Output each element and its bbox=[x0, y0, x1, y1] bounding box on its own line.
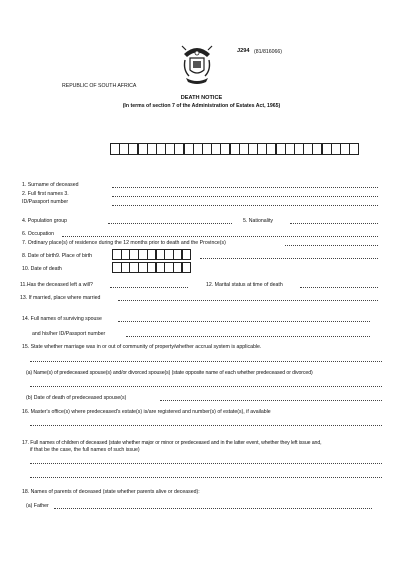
spouse-id-label: and his/her ID/Passport number bbox=[32, 331, 106, 337]
id-passport-field[interactable] bbox=[112, 205, 378, 206]
marriage-community-field[interactable] bbox=[30, 361, 382, 362]
form-reference: (81/816066) bbox=[254, 49, 282, 55]
occupation-label: 6. Occupation bbox=[22, 231, 55, 237]
spouse-id-field[interactable] bbox=[126, 336, 370, 337]
children-field-2[interactable] bbox=[30, 477, 382, 478]
first-names-field[interactable] bbox=[112, 196, 378, 197]
predeceased-spouse-label: (a) Name(s) of predeceased spouse(s) and/or divorced spouse(s) (state opposite name of each whether predeceased or divorced) bbox=[26, 370, 313, 376]
place-married-label: 13. If married, place where married bbox=[20, 295, 101, 301]
surname-label: 1. Surname of deceased bbox=[22, 182, 79, 188]
children-label-cont: if that be the case, the full names of such issue) bbox=[30, 447, 140, 453]
predeceased-spouse-field[interactable] bbox=[30, 386, 382, 387]
children-field-1[interactable] bbox=[30, 463, 382, 464]
form-code: J294 bbox=[237, 48, 250, 54]
marital-status-label: 12. Marital status at time of death bbox=[206, 282, 283, 288]
father-label: (a) Father bbox=[26, 503, 49, 509]
place-of-birth-field[interactable] bbox=[200, 258, 378, 259]
form-title: DEATH NOTICE bbox=[180, 95, 223, 101]
date-of-death-boxes[interactable] bbox=[112, 262, 190, 273]
residence-field[interactable] bbox=[285, 245, 378, 246]
nationality-field[interactable] bbox=[290, 223, 378, 224]
masters-office-field[interactable] bbox=[30, 425, 382, 426]
coat-of-arms-icon bbox=[180, 44, 214, 88]
republic-label: REPUBLIC OF SOUTH AFRICA bbox=[62, 83, 137, 89]
id-number-boxes[interactable] bbox=[110, 143, 358, 155]
residence-label: 7. Ordinary place(s) of residence during the 12 months prior to death and the Province(s) bbox=[22, 240, 226, 246]
marriage-community-label: 15. State whether marriage was in or out of community of property/whether accrual system is applicable. bbox=[22, 344, 262, 350]
surname-field[interactable] bbox=[112, 187, 378, 188]
first-names-label: 2. Full first names 3. bbox=[22, 191, 69, 197]
id-passport-label: ID/Passport number bbox=[22, 199, 69, 205]
will-label: 11.Has the deceased left a will? bbox=[20, 282, 93, 288]
place-married-field[interactable] bbox=[118, 300, 378, 301]
spouse-death-date-field[interactable] bbox=[160, 400, 382, 401]
marital-status-field[interactable] bbox=[300, 287, 378, 288]
population-group-label: 4. Population group bbox=[22, 218, 67, 224]
will-field[interactable] bbox=[110, 287, 188, 288]
date-of-birth-boxes[interactable] bbox=[112, 249, 190, 260]
nationality-label: 5. Nationality bbox=[243, 218, 273, 224]
surviving-spouse-field[interactable] bbox=[118, 321, 370, 322]
form-subtitle: (In terms of section 7 of the Administration of Estates Act, 1965) bbox=[122, 103, 281, 109]
population-group-field[interactable] bbox=[108, 223, 232, 224]
occupation-field[interactable] bbox=[62, 236, 378, 237]
parents-label: 18. Names of parents of deceased (state whether parents alive or deceased): bbox=[22, 489, 200, 495]
date-of-birth-label: 8. Date of birth9. Place of birth bbox=[22, 253, 93, 259]
children-label: 17. Full names of children of deceased (state whether major or minor or predeceased and in the latter event, whether they left issue and, bbox=[22, 440, 322, 446]
masters-office-label: 16. Master's office(s) where predeceased's estate(s) is/are registered and number(s) of estate(s), if available bbox=[22, 409, 271, 415]
date-of-death-label: 10. Date of death bbox=[22, 266, 62, 272]
surviving-spouse-label: 14. Full names of surviving spouse bbox=[22, 316, 102, 322]
spouse-death-date-label: (b) Date of death of predeceased spouse(s) bbox=[26, 395, 127, 401]
father-field[interactable] bbox=[54, 508, 372, 509]
